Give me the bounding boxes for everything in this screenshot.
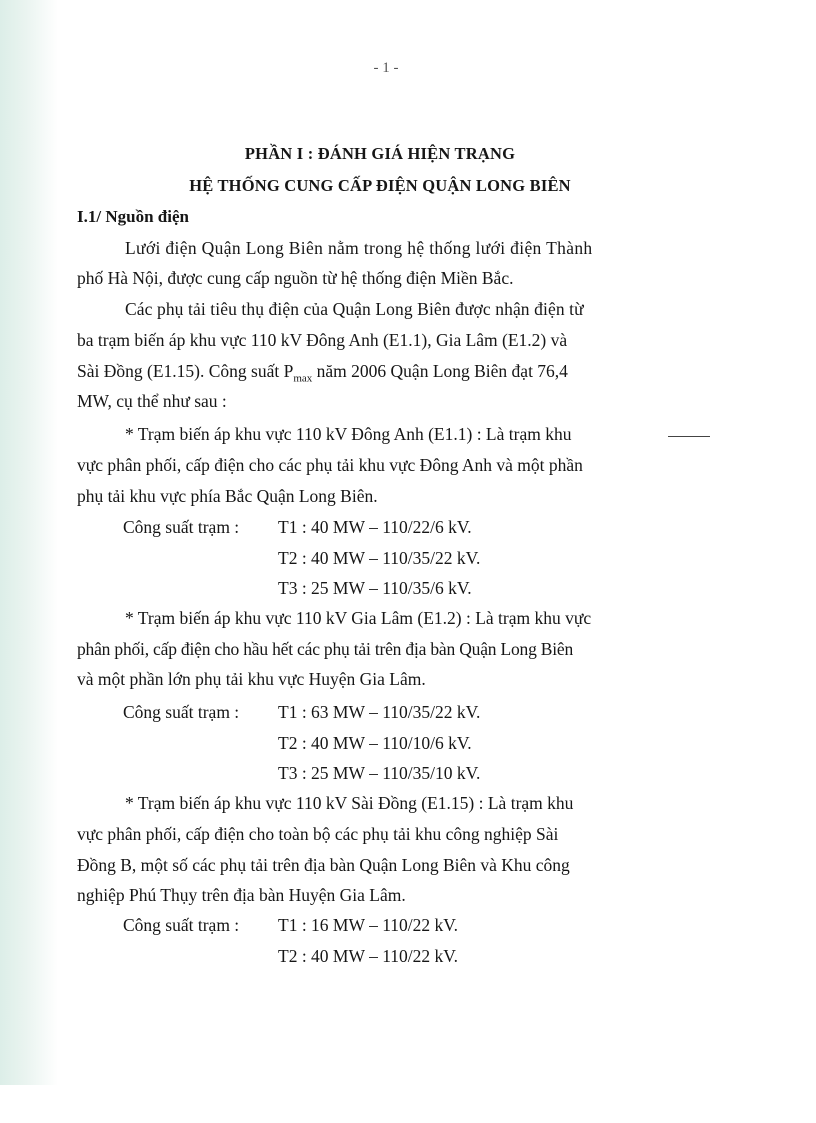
station3-line-2: vực phân phối, cấp điện cho toàn bộ các phụ tải khu công nghiệp Sài [77, 824, 559, 844]
station3-line-4: nghiệp Phú Thụy trên địa bàn Huyện Gia Lâm. [77, 885, 406, 905]
station1-cap-t3: T3 : 25 MW – 110/35/6 kV. [278, 578, 472, 598]
para1-line-1: Lưới điện Quận Long Biên nằm trong hệ thống lưới điện Thành [125, 238, 593, 258]
para2-line-2: ba trạm biến áp khu vực 110 kV Đông Anh (E1.1), Gia Lâm (E1.2) và [77, 330, 568, 350]
para2-line-3 [77, 361, 568, 385]
page-bottom-margin [0, 1085, 816, 1123]
para1-line-2: phố Hà Nội, được cung cấp nguồn từ hệ thống điện Miền Bắc. [77, 268, 514, 288]
station2-line-3: và một phần lớn phụ tải khu vực Huyện Gia Lâm. [77, 669, 426, 689]
para2-line-3-end: năm 2006 Quận Long Biên đạt 76,4 [312, 361, 568, 381]
station2-line-2: phân phối, cấp điện cho hầu hết các phụ tải trên địa bàn Quận Long Biên [77, 639, 574, 659]
part-title: PHẦN I : ĐÁNH GIÁ HIỆN TRẠNG [244, 144, 516, 163]
station3-cap-t2: T2 : 40 MW – 110/22 kV. [278, 946, 459, 966]
part-subtitle: HỆ THỐNG CUNG CẤP ĐIỆN QUẬN LONG BIÊN [189, 176, 571, 195]
station1-line-2: vực phân phối, cấp điện cho các phụ tải khu vực Đông Anh và một phần [77, 455, 583, 475]
para2-line-3-start: Sài Đồng (E1.15). Công suất P [77, 361, 294, 381]
para2-line-4: MW, cụ thể như sau : [77, 391, 227, 411]
station2-line-1: * Trạm biến áp khu vực 110 kV Gia Lâm (E1.2) : Là trạm khu vực [125, 608, 592, 628]
page-number: - 1 - [373, 60, 399, 76]
station3-line-1: * Trạm biến áp khu vực 110 kV Sài Đồng (E1.15) : Là trạm khu [125, 793, 574, 813]
station2-cap-t3: T3 : 25 MW – 110/35/10 kV. [278, 763, 481, 783]
station1-line-3: phụ tải khu vực phía Bắc Quận Long Biên. [77, 486, 378, 506]
pmax-subscript: max [293, 372, 313, 385]
station3-line-3: Đồng B, một số các phụ tải trên địa bàn Quận Long Biên và Khu công [77, 855, 570, 875]
section-heading: I.1/ Nguồn điện [77, 207, 189, 226]
station1-cap-t1: T1 : 40 MW – 110/22/6 kV. [278, 517, 472, 537]
station2-cap-t1: T1 : 63 MW – 110/35/22 kV. [278, 702, 481, 722]
station2-capacity-label: Công suất trạm : [123, 702, 240, 722]
station2-cap-t2: T2 : 40 MW – 110/10/6 kV. [278, 733, 472, 753]
station1-cap-t2: T2 : 40 MW – 110/35/22 kV. [278, 548, 481, 568]
margin-rule-mark [668, 436, 710, 437]
station1-capacity-label: Công suất trạm : [123, 517, 240, 537]
station3-capacity-label: Công suất trạm : [123, 915, 240, 935]
station1-line-1: * Trạm biến áp khu vực 110 kV Đông Anh (E1.1) : Là trạm khu [125, 424, 572, 444]
station3-cap-t1: T1 : 16 MW – 110/22 kV. [278, 915, 459, 935]
para2-line-1: Các phụ tải tiêu thụ điện của Quận Long Biên được nhận điện từ [125, 299, 584, 319]
